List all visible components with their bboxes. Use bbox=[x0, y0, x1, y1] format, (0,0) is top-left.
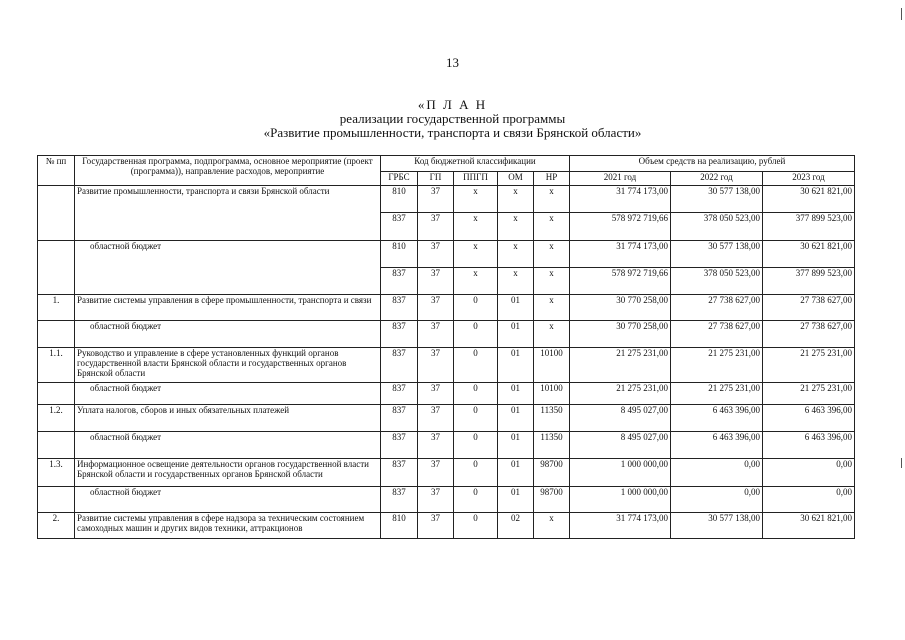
table-row bbox=[38, 459, 855, 487]
row-amount-2021: 31 774 173,00 bbox=[570, 186, 671, 213]
row-om: 01 bbox=[498, 383, 534, 405]
row-amount-2023: 0,00 bbox=[763, 487, 855, 513]
row-amount-2021: 8 495 027,00 bbox=[570, 405, 671, 432]
row-om: х bbox=[498, 213, 534, 241]
page-number: 13 bbox=[446, 55, 459, 70]
row-nr: х bbox=[534, 213, 570, 241]
row-amount-2022: 30 577 138,00 bbox=[671, 241, 763, 268]
row-om: 01 bbox=[498, 321, 534, 348]
row-name: областной бюджет bbox=[75, 383, 381, 405]
table-row bbox=[38, 186, 855, 213]
table-row bbox=[38, 487, 855, 513]
table-row bbox=[38, 405, 855, 432]
row-nr: х bbox=[534, 268, 570, 295]
row-amount-2023: 30 621 821,00 bbox=[763, 241, 855, 268]
row-name: областной бюджет bbox=[75, 321, 381, 348]
row-amount-2023: 21 275 231,00 bbox=[763, 348, 855, 383]
row-grbs: 837 bbox=[381, 268, 418, 295]
row-amount-2022: 378 050 523,00 bbox=[671, 213, 763, 241]
scan-edge-mark-top bbox=[901, 8, 902, 20]
row-gp: 37 bbox=[418, 405, 454, 432]
row-nr: х bbox=[534, 295, 570, 321]
row-ppgp: х bbox=[454, 186, 498, 213]
row-om: х bbox=[498, 268, 534, 295]
row-nr: х bbox=[534, 513, 570, 539]
row-gp: 37 bbox=[418, 186, 454, 213]
row-ppgp: 0 bbox=[454, 348, 498, 383]
row-nr: х bbox=[534, 186, 570, 213]
row-ppgp: х bbox=[454, 213, 498, 241]
row-ppgp: 0 bbox=[454, 487, 498, 513]
row-amount-2023: 0,00 bbox=[763, 459, 855, 487]
row-ppgp: 0 bbox=[454, 513, 498, 539]
row-gp: 37 bbox=[418, 321, 454, 348]
row-grbs: 837 bbox=[381, 432, 418, 459]
header-funds: Объем средств на реализацию, рублей bbox=[570, 156, 855, 172]
table-row bbox=[38, 295, 855, 321]
row-amount-2022: 0,00 bbox=[671, 459, 763, 487]
row-num: 1.1. bbox=[38, 348, 75, 383]
row-num bbox=[38, 241, 75, 295]
row-grbs: 837 bbox=[381, 405, 418, 432]
header-2021: 2021 год bbox=[570, 172, 671, 186]
row-amount-2022: 0,00 bbox=[671, 487, 763, 513]
row-grbs: 837 bbox=[381, 487, 418, 513]
row-grbs: 837 bbox=[381, 383, 418, 405]
row-amount-2023: 27 738 627,00 bbox=[763, 295, 855, 321]
row-gp: 37 bbox=[418, 348, 454, 383]
row-om: 01 bbox=[498, 405, 534, 432]
row-gp: 37 bbox=[418, 268, 454, 295]
header-om: ОМ bbox=[498, 172, 534, 186]
row-ppgp: х bbox=[454, 241, 498, 268]
row-gp: 37 bbox=[418, 383, 454, 405]
row-name: Руководство и управление в сфере установленных функций органов государственной власти Брянской области и государственных органов Брянской области bbox=[75, 348, 381, 383]
row-amount-2023: 377 899 523,00 bbox=[763, 268, 855, 295]
row-amount-2021: 1 000 000,00 bbox=[570, 487, 671, 513]
row-gp: 37 bbox=[418, 241, 454, 268]
row-name: Уплата налогов, сборов и иных обязательных платежей bbox=[75, 405, 381, 432]
row-gp: 37 bbox=[418, 513, 454, 539]
row-grbs: 810 bbox=[381, 186, 418, 213]
header-2022: 2022 год bbox=[671, 172, 763, 186]
row-ppgp: 0 bbox=[454, 295, 498, 321]
row-om: 01 bbox=[498, 295, 534, 321]
row-num bbox=[38, 487, 75, 513]
table-row bbox=[38, 321, 855, 348]
row-amount-2021: 578 972 719,66 bbox=[570, 213, 671, 241]
row-nr: 98700 bbox=[534, 459, 570, 487]
row-amount-2022: 6 463 396,00 bbox=[671, 405, 763, 432]
row-nr: 11350 bbox=[534, 405, 570, 432]
row-ppgp: х bbox=[454, 268, 498, 295]
row-amount-2022: 6 463 396,00 bbox=[671, 432, 763, 459]
row-nr: 98700 bbox=[534, 487, 570, 513]
row-num: 2. bbox=[38, 513, 75, 539]
row-grbs: 810 bbox=[381, 241, 418, 268]
row-name: Развитие системы управления в сфере промышленности, транспорта и связи bbox=[75, 295, 381, 321]
row-om: х bbox=[498, 186, 534, 213]
row-grbs: 810 bbox=[381, 513, 418, 539]
row-nr: х bbox=[534, 321, 570, 348]
row-om: 01 bbox=[498, 432, 534, 459]
row-amount-2021: 1 000 000,00 bbox=[570, 459, 671, 487]
row-grbs: 837 bbox=[381, 348, 418, 383]
row-ppgp: 0 bbox=[454, 321, 498, 348]
title-line-3: «Развитие промышленности, транспорта и связи Брянской области» bbox=[263, 125, 642, 140]
scan-edge-mark-bottom bbox=[901, 458, 902, 468]
header-program: Государственная программа, подпрограмма, основное мероприятие (проект (программа)), направление расходов, мероприятие bbox=[75, 156, 381, 186]
row-om: 01 bbox=[498, 459, 534, 487]
row-name: областной бюджет bbox=[75, 241, 381, 295]
row-name: областной бюджет bbox=[75, 432, 381, 459]
row-amount-2023: 30 621 821,00 bbox=[763, 186, 855, 213]
row-gp: 37 bbox=[418, 487, 454, 513]
row-amount-2023: 6 463 396,00 bbox=[763, 432, 855, 459]
row-amount-2021: 8 495 027,00 bbox=[570, 432, 671, 459]
row-amount-2022: 30 577 138,00 bbox=[671, 186, 763, 213]
row-amount-2022: 378 050 523,00 bbox=[671, 268, 763, 295]
header-grbs: ГРБС bbox=[381, 172, 418, 186]
row-grbs: 837 bbox=[381, 321, 418, 348]
budget-plan-table bbox=[37, 155, 855, 539]
row-nr: 10100 bbox=[534, 383, 570, 405]
row-amount-2023: 377 899 523,00 bbox=[763, 213, 855, 241]
title-plan: «П Л А Н bbox=[417, 97, 488, 112]
row-om: 01 bbox=[498, 487, 534, 513]
row-gp: 37 bbox=[418, 295, 454, 321]
row-amount-2023: 30 621 821,00 bbox=[763, 513, 855, 539]
header-gp: ГП bbox=[418, 172, 454, 186]
row-amount-2023: 27 738 627,00 bbox=[763, 321, 855, 348]
row-amount-2021: 21 275 231,00 bbox=[570, 348, 671, 383]
row-amount-2022: 21 275 231,00 bbox=[671, 383, 763, 405]
row-num bbox=[38, 383, 75, 405]
row-amount-2021: 31 774 173,00 bbox=[570, 513, 671, 539]
row-amount-2023: 21 275 231,00 bbox=[763, 383, 855, 405]
row-gp: 37 bbox=[418, 432, 454, 459]
row-ppgp: 0 bbox=[454, 459, 498, 487]
header-kbk: Код бюджетной классификации bbox=[381, 156, 570, 172]
header-ppgp: ППГП bbox=[454, 172, 498, 186]
row-name: Развитие промышленности, транспорта и связи Брянской области bbox=[75, 186, 381, 241]
row-gp: 37 bbox=[418, 459, 454, 487]
table-row bbox=[38, 432, 855, 459]
row-amount-2021: 30 770 258,00 bbox=[570, 321, 671, 348]
row-num bbox=[38, 186, 75, 241]
row-om: х bbox=[498, 241, 534, 268]
table-row bbox=[38, 348, 855, 383]
row-num: 1. bbox=[38, 295, 75, 321]
row-name: Информационное освещение деятельности органов государственной власти Брянской области и государственных органов Брянской области bbox=[75, 459, 381, 487]
row-gp: 37 bbox=[418, 213, 454, 241]
header-num: № пп bbox=[38, 156, 75, 186]
row-amount-2022: 30 577 138,00 bbox=[671, 513, 763, 539]
table-row bbox=[38, 241, 855, 268]
row-name: областной бюджет bbox=[75, 487, 381, 513]
row-amount-2023: 6 463 396,00 bbox=[763, 405, 855, 432]
row-amount-2021: 578 972 719,66 bbox=[570, 268, 671, 295]
table-row bbox=[38, 383, 855, 405]
row-amount-2021: 30 770 258,00 bbox=[570, 295, 671, 321]
row-ppgp: 0 bbox=[454, 432, 498, 459]
row-om: 02 bbox=[498, 513, 534, 539]
row-nr: 11350 bbox=[534, 432, 570, 459]
row-num bbox=[38, 321, 75, 348]
row-grbs: 837 bbox=[381, 295, 418, 321]
table-row bbox=[38, 513, 855, 539]
row-grbs: 837 bbox=[381, 213, 418, 241]
row-num: 1.3. bbox=[38, 459, 75, 487]
row-nr: 10100 bbox=[534, 348, 570, 383]
title-line-2: реализации государственной программы bbox=[339, 111, 566, 126]
row-num: 1.2. bbox=[38, 405, 75, 432]
row-amount-2022: 27 738 627,00 bbox=[671, 321, 763, 348]
header-2023: 2023 год bbox=[763, 172, 855, 186]
document-title bbox=[0, 98, 905, 140]
row-amount-2022: 27 738 627,00 bbox=[671, 295, 763, 321]
row-amount-2022: 21 275 231,00 bbox=[671, 348, 763, 383]
row-grbs: 837 bbox=[381, 459, 418, 487]
row-ppgp: 0 bbox=[454, 405, 498, 432]
row-nr: х bbox=[534, 241, 570, 268]
row-amount-2021: 21 275 231,00 bbox=[570, 383, 671, 405]
row-ppgp: 0 bbox=[454, 383, 498, 405]
row-num bbox=[38, 432, 75, 459]
row-amount-2021: 31 774 173,00 bbox=[570, 241, 671, 268]
header-nr: НР bbox=[534, 172, 570, 186]
row-name: Развитие системы управления в сфере надзора за техническим состоянием самоходных машин и других видов техники, аттракционов bbox=[75, 513, 381, 539]
row-om: 01 bbox=[498, 348, 534, 383]
